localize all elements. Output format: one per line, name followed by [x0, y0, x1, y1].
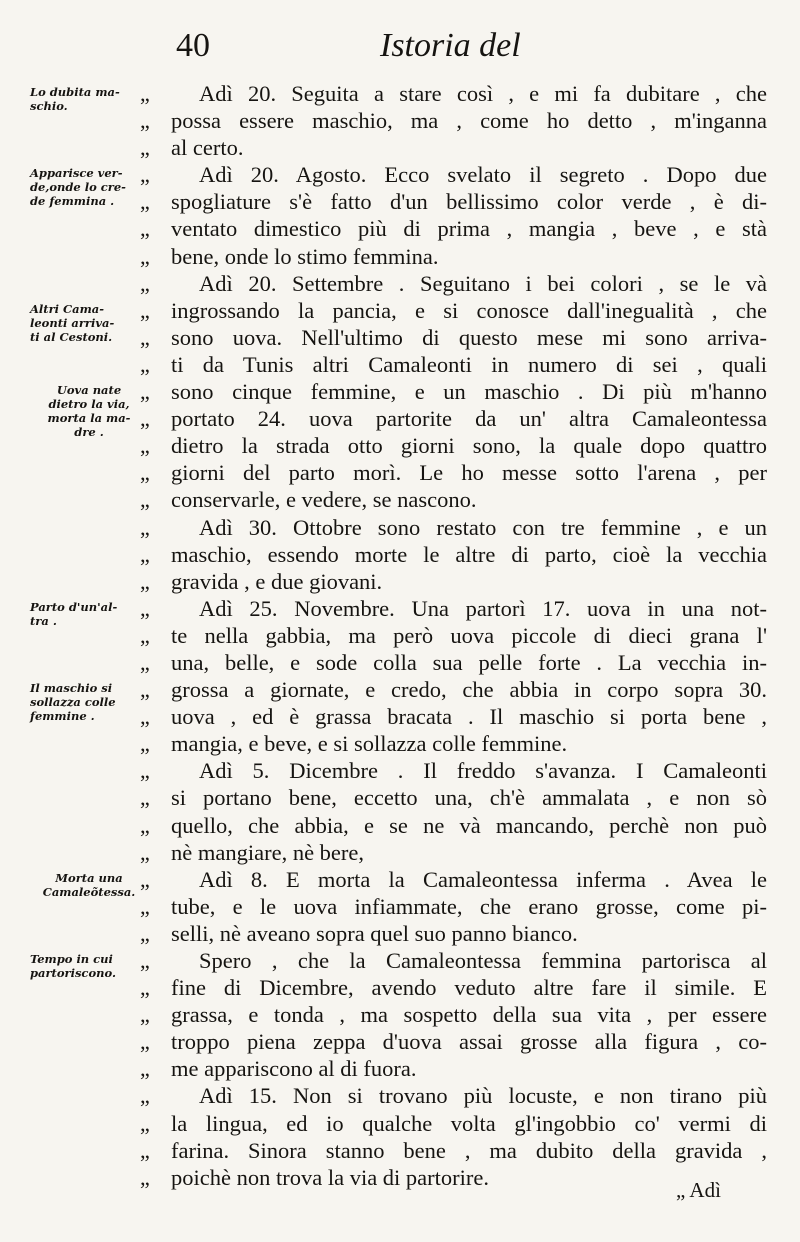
quote-mark: „: [140, 731, 150, 757]
text-line: [140, 1055, 780, 1082]
line-text: Adì 20. Agosto. Ecco svelato il segreto . Dopo due: [199, 162, 767, 188]
text-line: [140, 757, 780, 784]
margin-note: Morta una Camaleõtessa.: [42, 870, 136, 899]
quote-mark: „: [140, 893, 150, 919]
quote-mark: „: [140, 487, 150, 513]
quote-mark: „: [140, 406, 150, 432]
line-text: gravida , e due giovani.: [171, 568, 383, 594]
quote-mark: „: [140, 135, 150, 161]
quote-mark: „: [140, 108, 150, 134]
text-line: [140, 1082, 780, 1109]
margin-note: Apparisce ver- de,onde lo cre- de femmina .: [30, 166, 126, 209]
line-text: sono uova. Nell'ultimo di questo mese mi sono arriva-: [171, 324, 767, 350]
text-line: [140, 568, 780, 595]
line-text: una, belle, e sode colla sua pelle forte . La vecchia in-: [171, 649, 767, 675]
text-line: [140, 107, 780, 134]
text-line: [140, 730, 780, 757]
quote-mark: „: [140, 189, 150, 215]
text-line: [140, 947, 780, 974]
line-text: al certo.: [171, 135, 244, 161]
text-line: [140, 839, 780, 866]
quote-mark: „: [140, 839, 150, 865]
line-text: uova , ed è grassa bracata . Il maschio si porta bene ,: [171, 704, 767, 730]
margin-notes: [0, 0, 150, 1242]
text-line: [140, 866, 780, 893]
text-line: [140, 622, 780, 649]
line-text: grossa a giornate, e credo, che abbia in corpo sopra 30.: [171, 677, 767, 703]
text-line: [140, 784, 780, 811]
margin-note: Uova nate dietro la via, morta la ma- dre .: [47, 383, 131, 440]
page-number: 40: [176, 27, 210, 64]
quote-mark: „: [140, 920, 150, 946]
text-line: [140, 649, 780, 676]
line-text: conservarle, e vedere, se nascono.: [171, 487, 477, 513]
text-line: [140, 1110, 780, 1137]
text-line: [140, 432, 780, 459]
line-text: si portano bene, eccetto una, ch'è ammalata , e non sò: [171, 785, 767, 811]
quote-mark: „: [140, 649, 150, 675]
quote-mark: „: [140, 866, 150, 892]
line-text: Adì 20. Seguita a stare così , e mi fa dubitare , che: [199, 81, 767, 106]
quote-mark: „: [140, 785, 150, 811]
text-line: [140, 1137, 780, 1164]
quote-mark: „: [140, 704, 150, 730]
quote-mark: „: [140, 216, 150, 242]
text-line: [140, 215, 780, 242]
line-text: Adì 15. Non si trovano più locuste, e non tirano più: [199, 1083, 767, 1109]
quote-mark: „: [140, 270, 150, 296]
text-line: [140, 324, 780, 351]
line-text: selli, nè aveano sopra quel suo panno bianco.: [171, 920, 578, 946]
text-line: [140, 893, 780, 920]
line-text: sono cinque femmine, e un maschio . Di più m'hanno: [171, 379, 767, 405]
line-text: tube, e le uova infiammate, che erano grosse, come pi-: [171, 893, 767, 919]
text-line: [140, 1028, 780, 1055]
line-text: dietro la strada otto giorni sono, la quale dopo quattro: [171, 433, 767, 459]
text-line: [140, 541, 780, 568]
quote-mark: „: [140, 514, 150, 540]
line-text: ti da Tunis altri Camaleonti in numero di sei , quali: [171, 351, 767, 377]
line-text: me appariscono al di fuora.: [171, 1056, 417, 1082]
text-line: [140, 188, 780, 215]
quote-mark: „: [140, 460, 150, 486]
quote-mark: „: [140, 622, 150, 648]
quote-mark: „: [140, 595, 150, 621]
quote-mark: „: [140, 433, 150, 459]
quote-mark: „: [140, 1056, 150, 1082]
text-line: [140, 812, 780, 839]
text-line: [140, 703, 780, 730]
line-text: Adì 30. Ottobre sono restato con tre femmine , e un: [199, 514, 767, 540]
quote-mark: „: [140, 324, 150, 350]
line-text: fine di Dicembre, avendo veduto altre fare il simile. E: [171, 975, 767, 1001]
quote-mark: „: [140, 243, 150, 269]
line-text: poichè non trova la via di partorire.: [171, 1164, 490, 1190]
text-line: [140, 134, 780, 161]
quote-mark: „: [140, 541, 150, 567]
line-text: maschio, essendo morte le altre di parto, cioè la vecchia: [171, 541, 767, 567]
text-line: [140, 595, 780, 622]
line-text: ingrossando la pancia, e si conosce dall'inegualità , che: [171, 297, 767, 323]
line-text: bene, onde lo stimo femmina.: [171, 243, 439, 269]
line-text: te nella gabbia, ma però uova piccole di dieci grana l': [171, 622, 767, 648]
line-text: portato 24. uova partorite da un' altra Camaleontessa: [171, 406, 767, 432]
line-text: ventato dimestico più di prima , mangia , beve , e stà: [171, 216, 767, 242]
main-text: [140, 80, 780, 1191]
quote-mark: „: [140, 297, 150, 323]
line-text: Adì 8. E morta la Camaleontessa inferma . Avea le: [199, 866, 767, 892]
quote-mark: „: [140, 1002, 150, 1028]
line-text: nè mangiare, nè bere,: [171, 839, 365, 865]
text-line: [140, 351, 780, 378]
text-line: [140, 378, 780, 405]
quote-mark: „: [140, 948, 150, 973]
text-line: [140, 459, 780, 486]
line-text: giorni del parto morì. Le ho messe sotto l'arena , per: [171, 460, 767, 486]
quote-mark: „: [140, 677, 150, 703]
text-line: [140, 270, 780, 297]
line-text: mangia, e beve, e si sollazza colle femmine.: [171, 731, 568, 757]
quote-mark: „: [140, 568, 150, 594]
line-text: grassa, e tonda , ma sospetto della sua vita , per essere: [171, 1002, 767, 1028]
text-line: [140, 486, 780, 513]
quote-mark: „: [140, 1164, 150, 1190]
line-text: farina. Sinora stanno bene , ma dubito della gravida ,: [171, 1137, 767, 1163]
text-line: [140, 920, 780, 947]
quote-mark: „: [140, 351, 150, 377]
line-text: Spero , che la Camaleontessa femmina partorisca al: [199, 948, 767, 973]
quote-mark: „: [140, 1083, 150, 1109]
quote-mark: „: [140, 1137, 150, 1163]
catchword: „ Adì: [676, 1178, 721, 1202]
quote-mark: „: [140, 1029, 150, 1055]
text-line: [140, 974, 780, 1001]
text-line: [140, 514, 780, 541]
quote-mark: „: [140, 812, 150, 838]
line-text: spogliature s'è fatto d'un bellissimo color verde , è di-: [171, 189, 767, 215]
quote-mark: „: [140, 162, 150, 188]
margin-note: Altri Cama- leonti arriva- ti al Cestoni.: [30, 301, 115, 344]
text-line: [140, 1001, 780, 1028]
running-title: Istoria del: [380, 27, 521, 64]
text-line: [140, 243, 780, 270]
quote-mark: „: [140, 975, 150, 1001]
line-text: Adì 5. Dicembre . Il freddo s'avanza. I Camaleonti: [199, 758, 767, 784]
quote-mark: „: [140, 379, 150, 405]
text-line: [140, 297, 780, 324]
text-line: [140, 80, 780, 107]
quote-mark: „: [140, 81, 150, 106]
quote-mark: „: [140, 1110, 150, 1136]
text-line: [140, 161, 780, 188]
margin-note: Il maschio si sollazza colle femmine .: [30, 681, 116, 724]
line-text: possa essere maschio, ma , come ho detto , m'inganna: [171, 108, 767, 134]
margin-note: Tempo in cui partoriscono.: [30, 952, 116, 981]
text-line: [140, 405, 780, 432]
text-line: [140, 676, 780, 703]
line-text: la lingua, ed io qualche volta gl'ingobbio co' vermi di: [171, 1110, 767, 1136]
line-text: quello, che abbia, e se ne và mancando, perchè non può: [171, 812, 767, 838]
line-text: troppo piena zeppa d'uova assai grosse alla figura , co-: [171, 1029, 767, 1055]
margin-note: Parto d'un'al- tra .: [30, 599, 118, 628]
margin-note: Lo dubita ma- schio.: [30, 85, 120, 113]
quote-mark: „: [140, 758, 150, 784]
line-text: Adì 20. Settembre . Seguitano i bei colori , se le và: [199, 270, 767, 296]
line-text: Adì 25. Novembre. Una partorì 17. uova in una not-: [199, 595, 767, 621]
